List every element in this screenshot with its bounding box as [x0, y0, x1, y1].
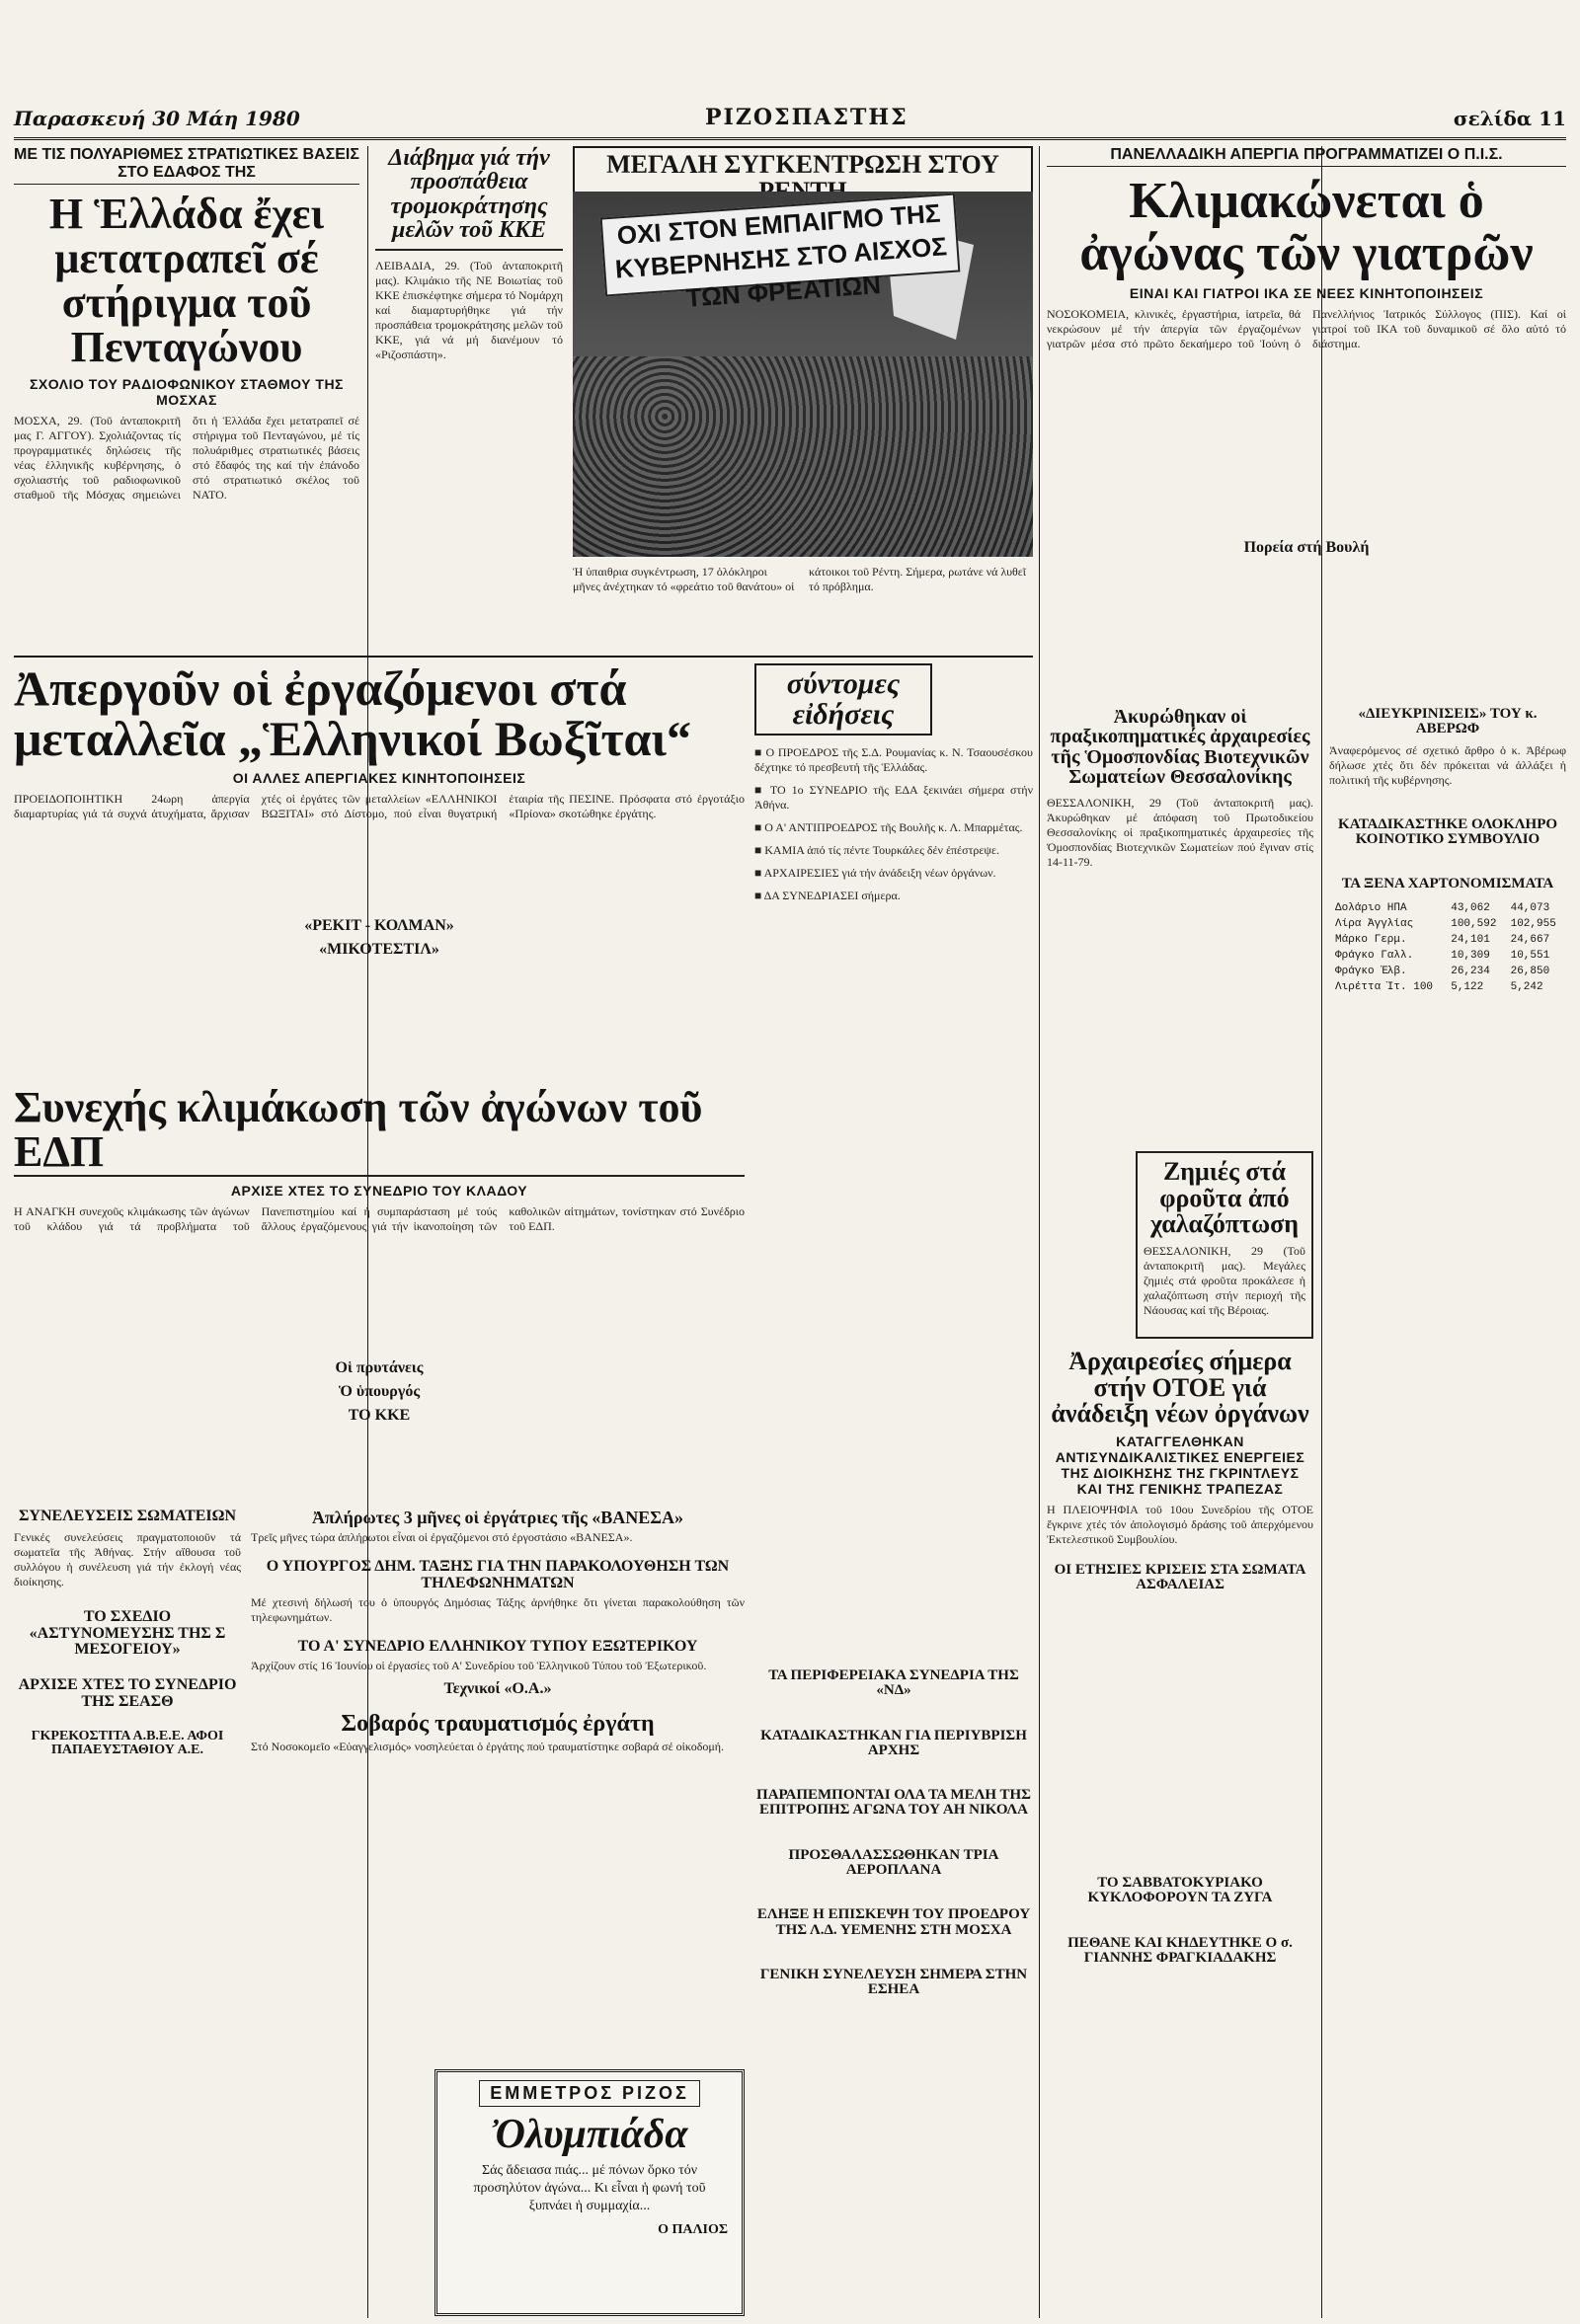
brief-item: ■ ΑΡΧΑΙΡΕΣΙΕΣ γιά τήν ἀνάδειξη νέων ὀργάνων.: [754, 866, 996, 881]
column-rule: [1039, 146, 1040, 2318]
story-briefs: [754, 663, 1033, 1661]
story-subheading: ΣΧΟΛΙΟ ΤΟΥ ΡΑΔΙΟΦΩΝΙΚΟΥ ΣΤΑΘΜΟΥ ΤΗΣ ΜΟΣΧΑΣ: [30, 375, 344, 408]
rate-row: [1331, 980, 1564, 994]
brief-heading: ΓΕΝΙΚΗ ΣΥΝΕΛΕΥΣΗ ΣΗΜΕΡΑ ΣΤΗΝ ΕΣΗΕΑ: [759, 1966, 1028, 1998]
story-bases: [14, 146, 359, 650]
brief-heading: ΕΛΗΞΕ Η ΕΠΙΣΚΕΨΗ ΤΟΥ ΠΡΟΕΔΡΟΥ ΤΗΣ Λ.Δ. ΥΕΜΕΝΗΣ ΣΤΗ ΜΟΣΧΑ: [756, 1906, 1031, 1938]
rate-cell: 44,073: [1510, 902, 1550, 915]
brief-item: ■ Ο ΠΡΟΕΔΡΟΣ τῆς Σ.Δ. Ρουμανίας κ. Ν. Τσαουσέσκου δέχτηκε τό πρεσβευτή τῆς Ἑλλάδας.: [754, 745, 1033, 775]
section-heading: ΤΟ ΣΧΕΔΙΟ «ΑΣΤΥΝΟΜΕΥΣΗΣ ΤΗΣ Σ ΜΕΣΟΓΕΙΟΥ»: [29, 1608, 226, 1658]
section-heading: ΤΑ ΞΕΝΑ ΧΑΡΤΟΝΟΜΙΣΜΑΤΑ: [1341, 876, 1554, 892]
story-headline: Η Ἑλλάδα ἔχει μετατραπεῖ σέ στήριγμα τοῦ Πενταγώνου: [48, 190, 325, 371]
rate-cell: 24,101: [1451, 934, 1490, 947]
crowd-image: [573, 356, 1033, 558]
story-body: ΜΟΣΧΑ, 29. (Τοῦ ἀνταποκριτῆ μας Γ. ΑΓΓΟΥ). Σχολιάζοντας τίς προγραμματικές δηλώσεις τῆς νέας ἑλληνικῆς κυβέρνησης, ὁ σχολιαστής τοῦ ραδιοφωνικοῦ σταθμοῦ τῆς Μόσχας σημειώνει ὅτι ἡ Ἑλλάδα ἔχει μετατραπεῖ σέ στήριγμα τοῦ Πενταγώνου, μέ τίς πολυάριθμες στρατιωτικές βάσεις στό ἔδαφός της καί τήν ἐπάνοδο στό στρατιωτικό σκέλος τοῦ ΝΑΤΟ.: [14, 413, 359, 502]
story-renti: [573, 146, 1033, 650]
brief-heading: ΟΙ ΕΤΗΣΙΕΣ ΚΡΙΣΕΙΣ ΣΤΑ ΣΩΜΑΤΑ ΑΣΦΑΛΕΙΑΣ: [1054, 1561, 1306, 1592]
story-headline: ΜΕΓΑΛΗ ΣΥΓΚΕΝΤΡΩΣΗ ΣΤΟΥ: [573, 146, 1033, 210]
briefs-right-lower: [1047, 1876, 1313, 2316]
story-bauxites: [14, 663, 745, 1078]
story-headline: Σοβαρός τραυματισμός ἐργάτη: [341, 1710, 655, 1737]
story-edp: [14, 1086, 745, 1501]
rate-cell: 24,667: [1510, 934, 1550, 947]
section-heading: ΤΟ ΚΚΕ: [348, 1407, 411, 1425]
story-headline: Ἀπεργοῦν οἱ ἐργαζόμενοι στά μεταλλεῖα „Ἑλληνικοί Βωξῖται“: [14, 663, 691, 766]
rate-cell: 43,062: [1451, 902, 1490, 915]
section-heading: ΑΡΧΙΣΕ ΧΤΕΣ ΤΟ ΣΥΝΕΔΡΙΟ ΤΗΣ ΣΕΑΣΘ: [18, 1676, 237, 1710]
section-heading: ΓΚΡΕΚΟΣΤΙΤΑ Α.Β.Ε.Ε. ΑΦΟΙ ΠΑΠΑΕΥΣΤΑΘΙΟΥ Α.Ε.: [31, 1728, 224, 1758]
story-headline: Κλιμακώνεται ὁ ἀγώνας τῶν γιατρῶν: [1079, 173, 1534, 282]
story-body: Τρεῖς μῆνες τώρα ἀπλήρωτοι εἶναι οἱ ἐργαζόμενοι στό ἐργοστάσιο «ΒΑΝΕΣΑ».: [251, 1530, 633, 1545]
story-body: Μέ χτεσινή δήλωσή του ὁ ὑπουργός Δημόσιας Τάξης ἀρνήθηκε ὅτι γίνεται παρακολούθηση τῶν τηλεφωνημάτων.: [251, 1594, 745, 1624]
story-body: Η ΑΝΑΓΚΗ συνεχοῦς κλιμάκωσης τῶν ἀγώνων τοῦ κλάδου γιά τά προβλήματα τοῦ Πανεπιστημίου καί ἡ συμπαράσταση μέ τούς ἄλλους ἐργαζόμενους γιά τήν ἱκανοποίηση τῶν καθολικῶν αἰτημάτων, τονίστηκαν στό Συνέδριο τοῦ ΕΔΠ.: [14, 1203, 745, 1233]
section-heading: Πορεία στή Βουλή: [1243, 539, 1370, 557]
rate-cell: 102,955: [1510, 918, 1556, 931]
story-body: Η ΠΛΕΙΟΨΗΦΙΑ τοῦ 10ου Συνεδρίου τῆς ΟΤΟΕ ἔγκρινε χτές τόν ἀπολογισμό δράσης τοῦ ἀπερχόμενου Ἐκτελεστικοῦ Συμβουλίου.: [1047, 1502, 1313, 1546]
masthead-date: Παρασκευή 30 Μάη 1980: [14, 107, 300, 130]
story-kicker: ΠΑΝΕΛΛΑΔΙΚΗ ΑΠΕΡΓΙΑ ΠΡΟΓΡΑΜΜΑΤΙΖΕΙ Ο Π.Ι.Σ.: [1047, 146, 1566, 167]
story-headline: ΤΟ Α' ΣΥΝΕΔΡΙΟ ΕΛΛΗΝΙΚΟΥ ΤΥΠΟΥ ΕΞΩΤΕΡΙΚΟΥ: [297, 1637, 698, 1655]
section-heading: Οἱ πρυτάνεις: [335, 1358, 424, 1376]
middle-lower: [251, 1509, 745, 2061]
story-subheading: ΕΙΝΑΙ ΚΑΙ ΓΙΑΤΡΟΙ ΙΚΑ ΣΕ ΝΕΕΣ ΚΙΝΗΤΟΠΟΙΗΣΕΙΣ: [1129, 285, 1484, 302]
masthead-page-number: σελίδα 11: [1453, 107, 1566, 130]
story-body: ΘΕΣΣΑΛΟΝΙΚΗ, 29 (Τοῦ ἀνταποκριτῆ μας). Μεγάλες ζημιές στά φροῦτα προκάλεσε ἡ χαλαζόπτωση στήν περιοχή τῆς Νάουσας καί τῆς Βέροιας.: [1144, 1243, 1305, 1317]
story-subheading: ΑΡΧΙΣΕ ΧΤΕΣ ΤΟ ΣΥΝΕΔΡΙΟ ΤΟΥ ΚΛΑΔΟΥ: [230, 1182, 528, 1199]
section-heading: «ΜΙΚΟΤΕΣΤΙΛ»: [319, 941, 439, 959]
story-body: Ἀναφερόμενος σέ σχετικό ἄρθρο ὁ κ. Ἀβέρωφ δήλωσε χτές ὅτι δέν πρόκειται νά ἀλλάξει ἡ πολιτική τῆς κυβέρνησης.: [1329, 742, 1566, 787]
story-headline: Ἀρχαιρεσίες σήμερα στήν ΟΤΟΕ γιά ἀνάδειξη νέων ὀργάνων: [1051, 1349, 1309, 1429]
story-headline: Διάβημα γιά τήν προσπάθεια τρομοκράτησης μελῶν τοῦ ΚΚΕ: [375, 146, 563, 251]
story-body: ΛΕΙΒΑΔΙΑ, 29. (Τοῦ ἀνταποκριτῆ μας). Κλιμάκιο τῆς ΝΕ Βοιωτίας τοῦ ΚΚΕ ἐπισκέφτηκε σήμερα τό Νομάρχη καί διαμαρτυρήθηκε γιά τήν προσπάθεια τρομοκράτησης μελῶν τοῦ ΚΚΕ, γιά νά μή διανέμουν τό «Ριζοσπάστη».: [375, 258, 563, 361]
protest-banner: ΟΧΙ ΣΤΟΝ ΕΜΠΑΙΓΜΟ ΤΗΣ ΚΥΒΕΡΝΗΣΗΣ ΣΤΟ ΑΙΣΧΟΣ ΤΩΝ ΦΡΕΑΤΙΩΝ: [600, 194, 961, 297]
rate-row: [1331, 933, 1564, 947]
rate-cell: 100,592: [1451, 918, 1497, 931]
story-headline: σύντομες εἰδήσεις: [754, 663, 932, 736]
brief-item: ■ ΤΟ 1ο ΣΥΝΕΔΡΙΟ τῆς ΕΔΑ ξεκινάει σήμερα στήν Ἀθήνα.: [754, 783, 1033, 813]
poem-box: [434, 2069, 745, 2316]
rate-row: [1331, 965, 1564, 978]
story-body: ΝΟΣΟΚΟΜΕΙΑ, κλινικές, ἐργαστήρια, ἰατρεῖα, θά νεκρώσουν μέ τήν ἀπεργία τῶν ἐργαζομένων γιατρῶν μέσα στό πρῶτο δεκαήμερο τοῦ Ἰούνη ὁ Πανελλήνιος Ἰατρικός Σύλλογος (ΠΙΣ). Καί οἱ γιατροί τοῦ ΙΚΑ τοῦ δυναμικοῦ σέ ὅλο αὐτό τό διάστημα.: [1047, 307, 1566, 351]
rate-cell: 10,309: [1451, 950, 1490, 963]
brief-item: ■ ΔΑ ΣΥΝΕΔΡΙΑΣΕΙ σήμερα.: [754, 889, 901, 903]
right-column: [1329, 707, 1566, 2316]
rate-row: [1331, 917, 1564, 931]
rate-cell: Φράγκο Ἑλβ.: [1335, 966, 1407, 978]
story-subheading: ΚΑΤΑΓΓΕΛΘΗΚΑΝ ΑΝΤΙΣΥΝΔΙΚΑΛΙΣΤΙΚΕΣ ΕΝΕΡΓΕΙΕΣ ΤΗΣ ΔΙΟΙΚΗΣΗΣ ΤΗΣ ΓΚΡΙΝΤΛΕΥΣ ΚΑΙ ΤΗΣ ΓΕΝΙΚΗΣ ΤΡΑΠΕΖΑΣ: [1055, 1433, 1305, 1497]
brief-heading: ΚΑΤΑΔΙΚΑΣΤΗΚΑΝ ΓΙΑ ΠΕΡΙΥΒΡΙΣΗ ΑΡΧΗΣ: [760, 1727, 1027, 1758]
story-headline: Ἀπλήρωτες 3 μῆνες οἱ ἐργάτριες τῆς «ΒΑΝΕΣΑ»: [311, 1509, 684, 1527]
story-body: ΘΕΣΣΑΛΟΝΙΚΗ, 29 (Τοῦ ἀνταποκριτῆ μας). Ἀκυρώθηκαν μέ ἀπόφαση τοῦ Πρωτοδικείου Θεσσαλονίκης οἱ πραξικοπηματικές ἀρχαιρεσίες τῆς Ὁμοσπονδίας Βιοτεχνικῶν Σωματείων πού ἔγιναν στίς 14-11-79.: [1047, 795, 1313, 869]
rate-cell: 10,551: [1510, 950, 1550, 963]
rate-cell: 5,242: [1510, 981, 1543, 994]
poem-text: Σάς ἄδειασα πιάς... μέ πόνων ὅρκο τόν προσηλύτον ἀγώνα... Κι εἶναι ἡ φωνή τοῦ ξυπνάει ἡ συμμαχία...: [473, 2163, 706, 2213]
brief-item: ■ Ο Α' ΑΝΤΙΠΡΟΕΔΡΟΣ τῆς Βουλῆς κ. Λ. Μπαρμέτας.: [754, 820, 1023, 835]
story-body: Στό Νοσοκομεῖο «Εὐαγγελισμός» νοσηλεύεται ὁ ἐργάτης πού τραυματίστηκε σοβαρά σέ οἰκοδομή.: [251, 1740, 725, 1754]
photo-caption: Ἡ ὑπαιθρια συγκέντρωση, 17 ὁλόκληροι μῆνες ἀνέχτηκαν τό «φρεάτιο τοῦ θανάτου» οἱ κάτοικοι τοῦ Ρέντη. Σήμερα, ρωτάνε νά λυθεῖ τό πρόβλημα.: [573, 565, 1027, 593]
brief-item: ■ ΚΑΜΙΑ ἀπό τίς πέντε Τουρκάλες δέν ἐπέστρεψε.: [754, 843, 999, 858]
section-heading: «ΡΕΚΙΤ - ΚΟΛΜΑΝ»: [304, 917, 454, 934]
story-body: Γενικές συνελεύσεις πραγματοποιοῦν τά σωματεῖα τῆς Ἀθήνας. Στήν αἴθουσα τοῦ συλλόγου ἡ συνέλευση γιά τήν ἐκλογή νέας διοίκησης.: [14, 1530, 241, 1589]
story-doctors: [1047, 146, 1566, 699]
story-subheading: ΟΙ ΑΛΛΕΣ ΑΠΕΡΓΙΑΚΕΣ ΚΙΝΗΤΟΠΟΙΗΣΕΙΣ: [232, 770, 526, 786]
rate-cell: Φράγκο Γαλλ.: [1335, 950, 1414, 963]
brief-heading: ΤΟ ΣΑΒΒΑΤΟΚΥΡΙΑΚΟ ΚΥΚΛΟΦΟΡΟΥΝ ΤΑ ΖΥΓΑ: [1087, 1876, 1273, 1906]
rate-row: [1331, 901, 1564, 915]
briefs-bottom: [754, 1668, 1033, 2316]
section-heading: ΣΥΝΕΛΕΥΣΕΙΣ ΣΩΜΑΤΕΙΩΝ: [18, 1509, 237, 1524]
horizontal-rule: [14, 656, 1033, 658]
story-headline: Ἀκυρώθηκαν οἱ πραξικοπηματικές ἀρχαιρεσίες τῆς Ὁμοσπονδίας Βιοτεχνικῶν Σωματείων Θεσσαλονίκης: [1050, 707, 1310, 789]
story-hail: [1136, 1151, 1313, 1339]
rate-cell: Λιρέττα Ἰτ. 100: [1335, 981, 1434, 994]
rally-photo: [573, 192, 1033, 557]
rate-cell: 5,122: [1451, 981, 1484, 994]
rate-row: [1331, 949, 1564, 963]
brief-heading: ΠΡΟΣΘΑΛΑΣΣΩΘΗΚΑΝ ΤΡΙΑ ΑΕΡΟΠΛΑΝΑ: [788, 1846, 999, 1879]
story-kke: [375, 146, 563, 650]
story-headline: Ο ΥΠΟΥΡΓΟΣ ΔΗΜ. ΤΑΞΗΣ ΓΙΑ ΤΗΝ ΠΑΡΑΚΟΛΟΥΘΗΣΗ ΤΩΝ ΤΗΛΕΦΩΝΗΜΑΤΩΝ: [266, 1558, 730, 1591]
story-headline: Συνεχής κλιμάκωση τῶν ἀγώνων τοῦ ΕΔΠ: [14, 1086, 745, 1177]
brief-heading: ΤΑ ΠΕΡΙΦΕΡΕΙΑΚΑ ΣΥΝΕΔΡΙΑ ΤΗΣ «ΝΔ»: [768, 1668, 1019, 1699]
section-heading: «ΔΙΕΥΚΡΙΝΙΣΕΙΣ» ΤΟΥ κ. ΑΒΕΡΩΦ: [1358, 707, 1538, 737]
section-heading: Τεχνικοί «Ο.Α.»: [443, 1680, 552, 1698]
section-heading: ΚΑΤΑΔΙΚΑΣΤΗΚΕ ΟΛΟΚΛΗΡΟ ΚΟΙΝΟΤΙΚΟ ΣΥΜΒΟΥΛΙΟ: [1337, 815, 1558, 847]
rate-cell: 26,234: [1451, 966, 1490, 978]
section-heading: Ὁ ὑπουργός: [338, 1383, 421, 1401]
story-kicker: ΜΕ ΤΙΣ ΠΟΛΥΑΡΙΘΜΕΣ ΣΤΡΑΤΙΩΤΙΚΕΣ ΒΑΣΕΙΣ ΣΤΟ ΕΔΑΦΟΣ ΤΗΣ: [14, 146, 359, 185]
rate-cell: 26,850: [1510, 966, 1550, 978]
story-body: ΠΡΟΕΙΔΟΠΟΙΗΤΙΚΗ 24ωρη ἀπεργία διαμαρτυρίας γιά τά συχνά ἀτυχήματα, ἄρχισαν χτές οἱ ἐργάτες τῶν μεταλλείων «ΕΛΛΗΝΙΚΟΙ ΒΩΞΙΤΑΙ» στό Δίστομο, πού εἶναι θυγατρική ἑταιρία τῆς ΠΕΣΙΝΕ. Πρόσφατα στό ἐργοτάξιο «Πρίονα» σκοτώθηκε ἐργάτης.: [14, 792, 745, 820]
brief-heading: ΠΑΡΑΠΕΜΠΟΝΤΑΙ ΟΛΑ ΤΑ ΜΕΛΗ ΤΗΣ ΕΠΙΤΡΟΠΗΣ ΑΓΩΝΑ ΤΟΥ ΑΗ ΝΙΚΟΛΑ: [756, 1787, 1031, 1819]
rate-cell: Μάρκο Γερμ.: [1335, 934, 1407, 947]
story-otoe: [1047, 1349, 1313, 1862]
rate-cell: Λίρα Ἀγγλίας: [1335, 918, 1414, 931]
poem-column-name: ΕΜΜΕΤΡΟΣ ΡΙΖΟΣ: [479, 2080, 700, 2107]
story-headline: Ζημιές στά φροῦτα ἀπό χαλαζόπτωση: [1149, 1157, 1300, 1239]
left-column: [14, 1509, 241, 2318]
masthead: [14, 101, 1566, 140]
poem-title: Ὀλυμπιάδα: [491, 2112, 688, 2157]
masthead-paper-name: ΡΙΖΟΣΠΑΣΤΗΣ: [705, 105, 908, 130]
rate-cell: Δολάριο ΗΠΑ: [1335, 902, 1407, 915]
story-thessaloniki: [1047, 707, 1313, 1141]
story-body: Ἀρχίζουν στίς 16 Ἰουνίου οἱ ἐργασίες τοῦ Α' Συνεδρίου τοῦ Ἑλληνικοῦ Τύπου τοῦ Ἐξωτερικοῦ.: [251, 1659, 707, 1673]
exchange-rates-table: [1329, 899, 1566, 996]
brief-heading: ΠΕΘΑΝΕ ΚΑΙ ΚΗΔΕΥΤΗΚΕ Ο σ. ΓΙΑΝΝΗΣ ΦΡΑΓΚΙΑΔΑΚΗΣ: [1067, 1934, 1293, 1966]
poem-signature: Ο ΠΑΛΙΟΣ: [658, 2222, 728, 2237]
